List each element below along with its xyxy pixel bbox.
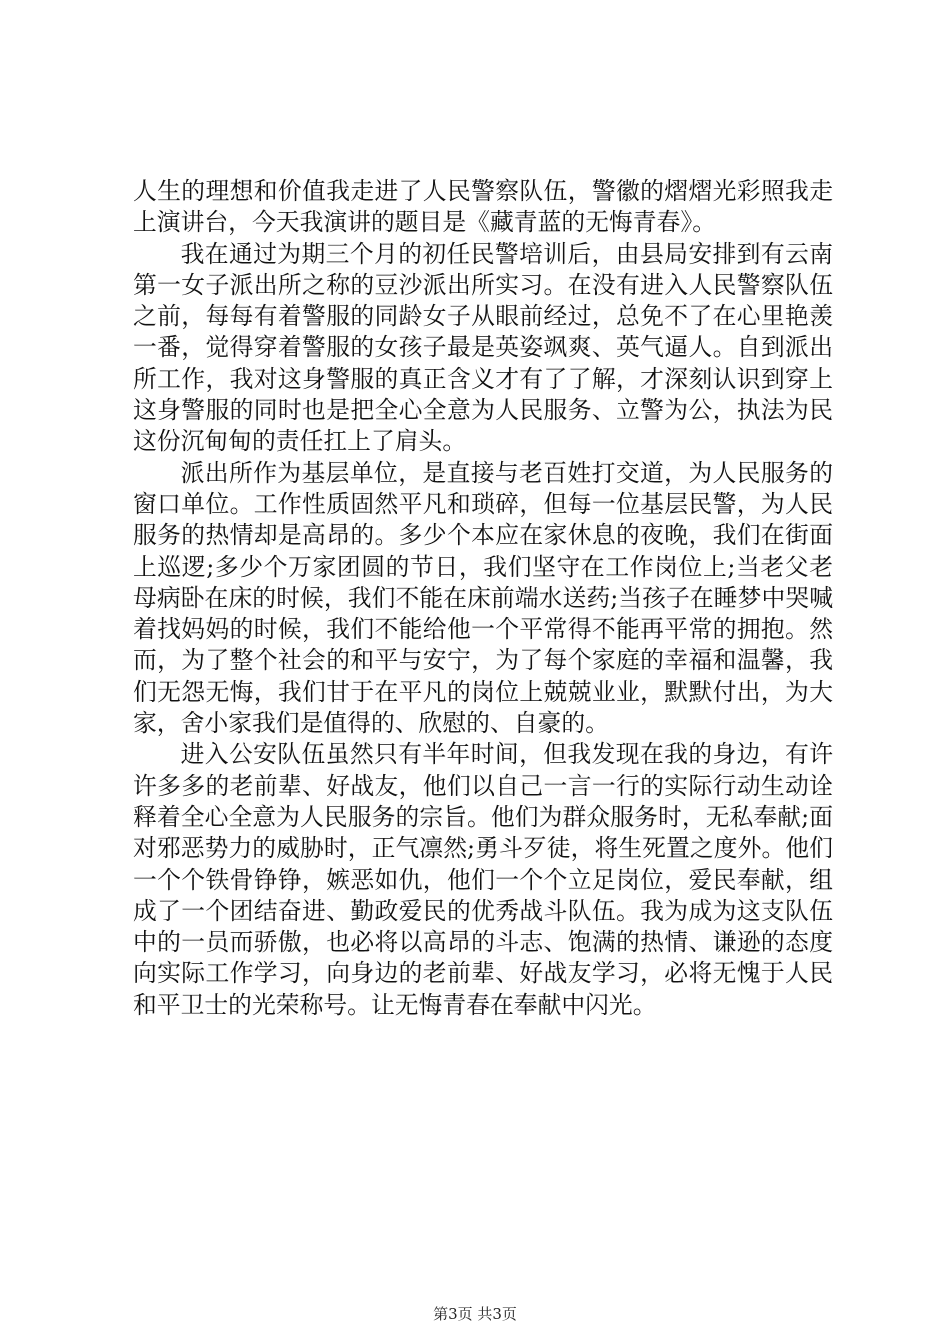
- paragraph-3: 派出所作为基层单位，是直接与老百姓打交道，为人民服务的窗口单位。工作性质固然平凡和琐碎，但每一位基层民警，为人民服务的热情却是高昂的。多少个本应在家休息的夜晚，我们在街面上巡逻;多少个万家团圆的节日，我们坚守在工作岗位上;当老父老母病卧在床的时候，我们不能在床前端水送药;当孩子在睡梦中哭喊着找妈妈的时候，我们不能给他一个平常得不能再平常的拥抱。然而，为了整个社会的和平与安宁，为了每个家庭的幸福和温馨，我们无怨无悔，我们甘于在平凡的岗位上兢兢业业，默默付出，为大家，舍小家我们是值得的、欣慰的、自豪的。: [133, 458, 833, 738]
- paragraph-4: 进入公安队伍虽然只有半年时间，但我发现在我的身边，有许许多多的老前辈、好战友，他们以自己一言一行的实际行动生动诠释着全心全意为人民服务的宗旨。他们为群众服务时，无私奉献;面对邪恶势力的威胁时，正气凛然;勇斗歹徒，将生死置之度外。他们一个个铁骨铮铮，嫉恶如仇，他们一个个立足岗位，爱民奉献，组成了一个团结奋进、勤政爱民的优秀战斗队伍。我为成为这支队伍中的一员而骄傲，也必将以高昂的斗志、饱满的热情、谦逊的态度向实际工作学习，向身边的老前辈、好战友学习，必将无愧于人民和平卫士的光荣称号。让无悔青春在奉献中闪光。: [133, 740, 833, 1019]
- paragraph-2: 我在通过为期三个月的初任民警培训后，由县局安排到有云南第一女子派出所之称的豆沙派出所实习。在没有进入人民警察队伍之前，每每有着警服的同龄女子从眼前经过，总免不了在心里艳羡一番，觉得穿着警服的女孩子最是英姿飒爽、英气逼人。自到派出所工作，我对这身警服的真正含义才有了了解，才深刻认识到穿上这身警服的同时也是把全心全意为人民服务、立警为公，执法为民这份沉甸甸的责任扛上了肩头。: [133, 239, 833, 456]
- paragraph-1: 人生的理想和价值我走进了人民警察队伍，警徽的熠熠光彩照我走上演讲台，今天我演讲的题目是《藏青蓝的无悔青春》。: [133, 177, 833, 237]
- page-footer: 第3页 共3页: [433, 1305, 517, 1323]
- document-body: [133, 176, 833, 1021]
